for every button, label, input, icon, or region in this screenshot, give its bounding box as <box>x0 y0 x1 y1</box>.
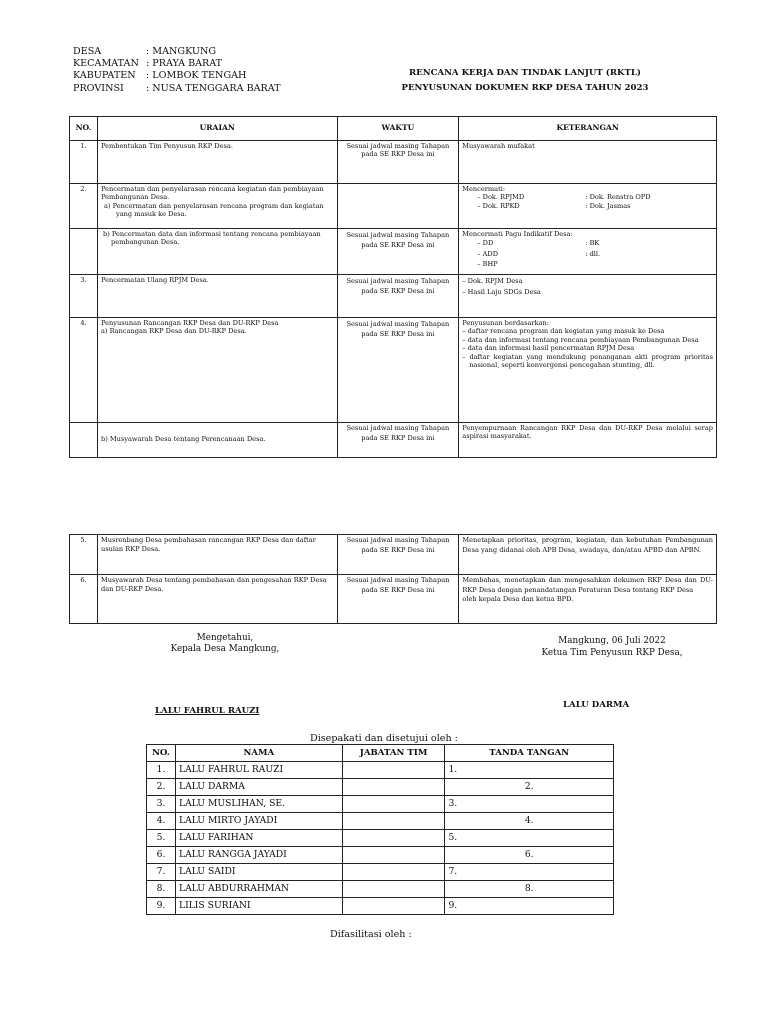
header-keterangan: KETERANGAN <box>459 117 717 141</box>
row-jabatan <box>342 881 445 898</box>
ket-item: – Dok. RPJM Desa <box>462 277 523 285</box>
row-tanda-tangan: 4. <box>445 813 614 830</box>
row-tanda-tangan: 9. <box>445 898 614 915</box>
row-uraian <box>97 184 337 229</box>
left-sign-line-1: Mengetahui, <box>196 633 254 643</box>
row-tanda-tangan: 3. <box>445 796 614 813</box>
info-value: : MANGKUNG <box>146 46 217 57</box>
ket-item: Membahas, menetapkan dan mengesahkan dokumen RKP Desa dan DU-RKP Desa dengan penandatangan Peraturan Desa tentang RKP Desa <box>462 576 713 594</box>
left-signature-block <box>150 633 300 655</box>
row-uraian: Pembentukan Tim Penyusun RKP Desa. <box>97 141 337 184</box>
row-nama: LALU ABDURRAHMAN <box>175 881 342 898</box>
info-row-provinsi <box>73 83 281 95</box>
header-no: NO. <box>70 117 98 141</box>
header-info <box>73 46 281 95</box>
row-waktu <box>337 184 459 229</box>
row-keterangan: Menetapkan prioritas, program, kegiatan, dan kebutuhan Pembangunan Desa yang didanai oleh APB Desa, swadaya, dan/atau APBD dan APBN. <box>459 535 717 575</box>
row-jabatan <box>342 830 445 847</box>
right-signer-name: LALU DARMA <box>563 700 630 710</box>
header-jabatan: JABATAN TIM <box>342 745 445 762</box>
row-no <box>70 423 98 458</box>
info-key: KABUPATEN <box>73 70 136 82</box>
agreement-row <box>147 847 614 864</box>
facilitated-by-caption: Difasilitasi oleh : <box>330 929 412 940</box>
ket-item: : dll. <box>585 249 601 258</box>
row-nama: LALU SAIDI <box>175 864 342 881</box>
uraian-main: Penyusunan Rancangan RKP Desa dan DU-RKP Desa <box>100 319 279 327</box>
header-uraian: URAIAN <box>97 117 337 141</box>
ket-item: : Dok. Renstra OPD <box>585 193 651 202</box>
row-jabatan <box>342 864 445 881</box>
right-sign-line-2: Ketua Tim Penyusun RKP Desa, <box>541 648 683 658</box>
uraian-sub-b: b) Pencermatan data dan informasi tentang rencana pembiayaan pembangunan Desa. <box>102 230 321 247</box>
row-waktu: Sesuai jadwal masing Tahapan pada SE RKP Desa ini <box>337 318 459 423</box>
table-row <box>70 141 717 184</box>
table-row <box>70 184 717 229</box>
row-waktu: Sesuai jadwal masing Tahapan pada SE RKP Desa ini <box>337 535 459 575</box>
row-no: 3. <box>147 796 176 813</box>
row-no: 1. <box>147 762 176 779</box>
ket-item: – ADD <box>477 249 498 258</box>
row-no: 8. <box>147 881 176 898</box>
ket-item: – daftar kegiatan yang mendukung penanganan akti program prioritas nasional, seperti konvergensi pencegahan stunting, dll. <box>462 352 713 370</box>
agreement-table <box>146 744 614 915</box>
row-jabatan <box>342 762 445 779</box>
ket-item: : Dok. Jasmas <box>585 201 631 210</box>
row-nama: LALU FARIHAN <box>175 830 342 847</box>
header-tanda-tangan: TANDA TANGAN <box>445 745 614 762</box>
table-row <box>70 423 717 458</box>
row-waktu: Sesuai jadwal masing Tahapan pada SE RKP Desa ini <box>337 141 459 184</box>
row-keterangan: Penyempurnaan Rancangan RKP Desa dan DU-RKP Desa melalui serap aspirasi masyarakat. <box>459 423 717 458</box>
table-row <box>70 575 717 624</box>
row-nama: LALU MUSLIHAN, SE. <box>175 796 342 813</box>
row-uraian: Pencermatan Ulang RPJM Desa. <box>97 275 337 318</box>
right-signature-block <box>512 635 712 659</box>
row-tanda-tangan: 2. <box>445 779 614 796</box>
agreement-row <box>147 762 614 779</box>
ket-item: – data dan informasi hasil pencermatan RPJM Desa <box>462 344 635 353</box>
row-uraian <box>97 229 337 275</box>
header-no: NO. <box>147 745 176 762</box>
uraian-sub-a: a) Rancangan RKP Desa dan DU-RKP Desa. <box>100 327 247 336</box>
row-keterangan <box>459 184 717 229</box>
ket-title: Penyusunan berdasarkan: <box>462 319 549 327</box>
agreement-row <box>147 898 614 915</box>
title-line-1: RENCANA KERJA DAN TINDAK LANJUT (RKTL) <box>409 68 641 78</box>
info-key: KECAMATAN <box>73 58 139 70</box>
uraian-main: Pencermatan dan penyelarasan rencana kegiatan dan pembiayaan Pembangunan Desa. <box>100 185 324 202</box>
rktl-table-continued <box>69 534 717 624</box>
title-line-2: PENYUSUNAN DOKUMEN RKP DESA TAHUN 2023 <box>401 83 649 93</box>
info-row-kabupaten <box>73 70 281 82</box>
table-header-row <box>70 117 717 141</box>
row-no: 7. <box>147 864 176 881</box>
row-waktu: Sesuai jadwal masing Tahapan pada SE RKP Desa ini <box>337 229 459 275</box>
row-no: 4. <box>70 318 98 423</box>
info-value: : NUSA TENGGARA BARAT <box>146 82 281 94</box>
row-nama: LALU RANGGA JAYADI <box>175 847 342 864</box>
row-tanda-tangan: 7. <box>445 864 614 881</box>
ket-item: – Dok. RPJMD <box>477 193 525 202</box>
row-uraian: b) Musyawarah Desa tentang Perencanaan Desa. <box>97 423 337 458</box>
ket-title: Mencermati Pagu Indikatif Desa: <box>462 230 573 238</box>
ket-item: – BHP <box>477 260 498 269</box>
ket-item: : BK <box>585 239 600 248</box>
agreement-row <box>147 830 614 847</box>
table-row <box>70 318 717 423</box>
row-no: 5. <box>70 535 98 575</box>
row-uraian: Musrenbang Desa pembahasan rancangan RKP Desa dan daftar usulan RKP Desa. <box>97 535 337 575</box>
row-waktu: Sesuai jadwal masing Tahapan pada SE RKP Desa ini <box>337 275 459 318</box>
row-tanda-tangan: 6. <box>445 847 614 864</box>
ket-item: – Hasil Laju SDGs Desa <box>462 287 541 296</box>
row-nama: LALU FAHRUL RAUZI <box>175 762 342 779</box>
agreement-row <box>147 864 614 881</box>
row-nama: LILIS SURIANI <box>175 898 342 915</box>
ket-title: Mencermati: <box>462 185 506 193</box>
left-signer-name: LALU FAHRUL RAUZI <box>155 706 260 716</box>
table-row <box>70 229 717 275</box>
row-waktu: Sesuai jadwal masing Tahapan pada SE RKP Desa ini <box>337 575 459 624</box>
row-no: 3. <box>70 275 98 318</box>
row-jabatan <box>342 796 445 813</box>
info-value: : LOMBOK TENGAH <box>146 70 247 82</box>
info-key: PROVINSI <box>73 82 124 94</box>
table-row <box>70 535 717 575</box>
row-waktu: Sesuai jadwal masing Tahapan pada SE RKP Desa ini <box>337 423 459 458</box>
document-title <box>380 66 670 96</box>
row-jabatan <box>342 779 445 796</box>
info-row-kecamatan <box>73 58 281 70</box>
row-jabatan <box>342 813 445 830</box>
row-keterangan: Musyawarah mufakat <box>459 141 717 184</box>
row-uraian: Musyawarah Desa tentang pembahasan dan pengesahan RKP Desa dan DU-RKP Desa. <box>97 575 337 624</box>
header-waktu: WAKTU <box>337 117 459 141</box>
row-no: 5. <box>147 830 176 847</box>
row-jabatan <box>342 847 445 864</box>
row-keterangan <box>459 229 717 275</box>
row-no: 2. <box>70 184 98 229</box>
agreement-header-row <box>147 745 614 762</box>
row-keterangan <box>459 275 717 318</box>
row-no: 9. <box>147 898 176 915</box>
info-row-desa <box>73 46 281 58</box>
ket-item: – data dan informasi tentang rencana pembiayaan Pembangunan Desa <box>462 335 699 344</box>
ket-item: – DD <box>477 239 494 248</box>
table-row <box>70 275 717 318</box>
row-no: 6. <box>70 575 98 624</box>
info-key: DESA <box>73 46 102 57</box>
rktl-table <box>69 116 717 458</box>
agreement-row <box>147 813 614 830</box>
row-nama: LALU MIRTO JAYADI <box>175 813 342 830</box>
row-no: 6. <box>147 847 176 864</box>
row-no <box>70 229 98 275</box>
right-sign-line-1: Mangkung, 06 Juli 2022 <box>558 636 666 646</box>
uraian-sub-a: a) Pencermatan dan penyelarasan rencana program dan kegiatan yang masuk ke Desa. <box>103 201 324 219</box>
agreement-caption: Disepakati dan disetujui oleh : <box>310 733 458 744</box>
row-tanda-tangan: 8. <box>445 881 614 898</box>
row-jabatan <box>342 898 445 915</box>
agreement-row <box>147 796 614 813</box>
row-tanda-tangan: 5. <box>445 830 614 847</box>
agreement-row <box>147 779 614 796</box>
info-value: : PRAYA BARAT <box>146 58 223 70</box>
row-no: 2. <box>147 779 176 796</box>
row-keterangan <box>459 318 717 423</box>
left-sign-line-2: Kepala Desa Mangkung, <box>170 644 280 654</box>
row-tanda-tangan: 1. <box>445 762 614 779</box>
row-uraian <box>97 318 337 423</box>
agreement-row <box>147 881 614 898</box>
row-nama: LALU DARMA <box>175 779 342 796</box>
row-keterangan <box>459 575 717 624</box>
ket-item: – Dok. RPKD <box>477 201 520 210</box>
row-no: 4. <box>147 813 176 830</box>
ket-item: oleh kepala Desa dan ketua BPD. <box>462 595 574 604</box>
row-no: 1. <box>70 141 98 184</box>
header-nama: NAMA <box>175 745 342 762</box>
ket-item: – daftar rencana program dan kegiatan yang masuk ke Desa <box>462 327 665 336</box>
